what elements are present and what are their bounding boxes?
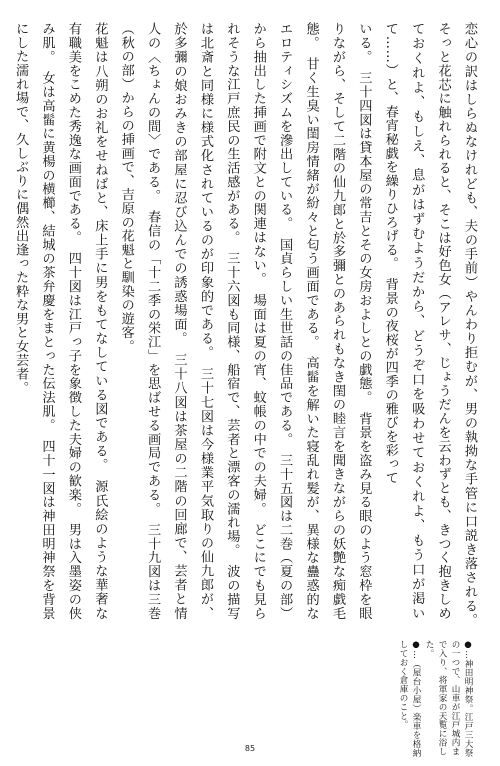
- footnotes: [396, 640, 474, 760]
- body-paragraph: 花魁は八朔のお礼をせねばと、床上手に男をもてなしている図である。 源氏絵のような華奢な有職美をこめた秀逸な画面である。 四十図は江戸っ子を象徴した夫婦の歓楽。 男は入墨姿の侠み肌。 女は高髷に黄楊の横櫛、結城の茶弁慶をまとった伝法肌。 四十一図は神田明神祭を背景にした濡れ場で、久しぶりに偶然出逢った粋な男と女芸者。: [13, 22, 108, 620]
- footnote: ●…（屋台小屋）楽車を格納しておく倉庫のこと。: [398, 640, 421, 758]
- body-paragraph: いる。 三十四図は貸本屋の常吉とその女房およしとの戯態。 背景を盗み見る眼のよう窓枠を眼りながら、そして二階の仙九郎と於多彌とのあられもなき閨の睦言を聞きながらの妖艶な痴戯毛態。 甘く生臭い閨房情緒が紛々と匂う画面である。 高髷を解いた寝乱れ髪が、異様な蠱惑的なエロティシズムを滲出している。 国貞らしい生世話の佳品である。 三十五図は二巻（夏の部）から抽出した挿画で附文との関連はない。 場面は夏の宵、蚊帳の中での夫婦。 どこにでも見られそうな江戸庶民の生活感がある。 三十六図も同様、船宿で、芸者と漂客の濡れ場。 波の描写は北斎と同様に様式化されているのが印象的である。 三十七図は今様業平気取りの仙九郎が、於多彌の娘おみきの部屋に忍び込んでの誘惑場面。 三十八図は茶屋の二階の回廊で、芸者と情人の〈ちょんの間〉である。 春信の「十二季の栄江」を思ばせる画局である。 三十九図は三巻（秋の部）からの挿画で、吉原の花魁と馴染の遊客。: [118, 22, 372, 620]
- page-number: 85: [244, 744, 256, 753]
- main-body-text: [13, 22, 482, 634]
- body-paragraph: 恋心の訳はしらぬなけれども、夫の手前）やんわり拒むが、男の執拗な手管に口説き落される。 そっと花芯に触れられると、そこは好色女（アレサ、じょうだんを云わずとも、きつく抱きしめておくれよ、もしえ、息がはずむようだから、どうぞ口を吸わせておくれよ、もう口が渇いて……）と、春宵秘戯を繰りひろげる。 背景の夜桜が四季の雅びを彩って: [382, 22, 477, 634]
- footnote: ●…神田明神祭。江戸三大祭の一つで、山車が江戸城内まで入り、将軍家の天覧に浴した。: [424, 640, 473, 758]
